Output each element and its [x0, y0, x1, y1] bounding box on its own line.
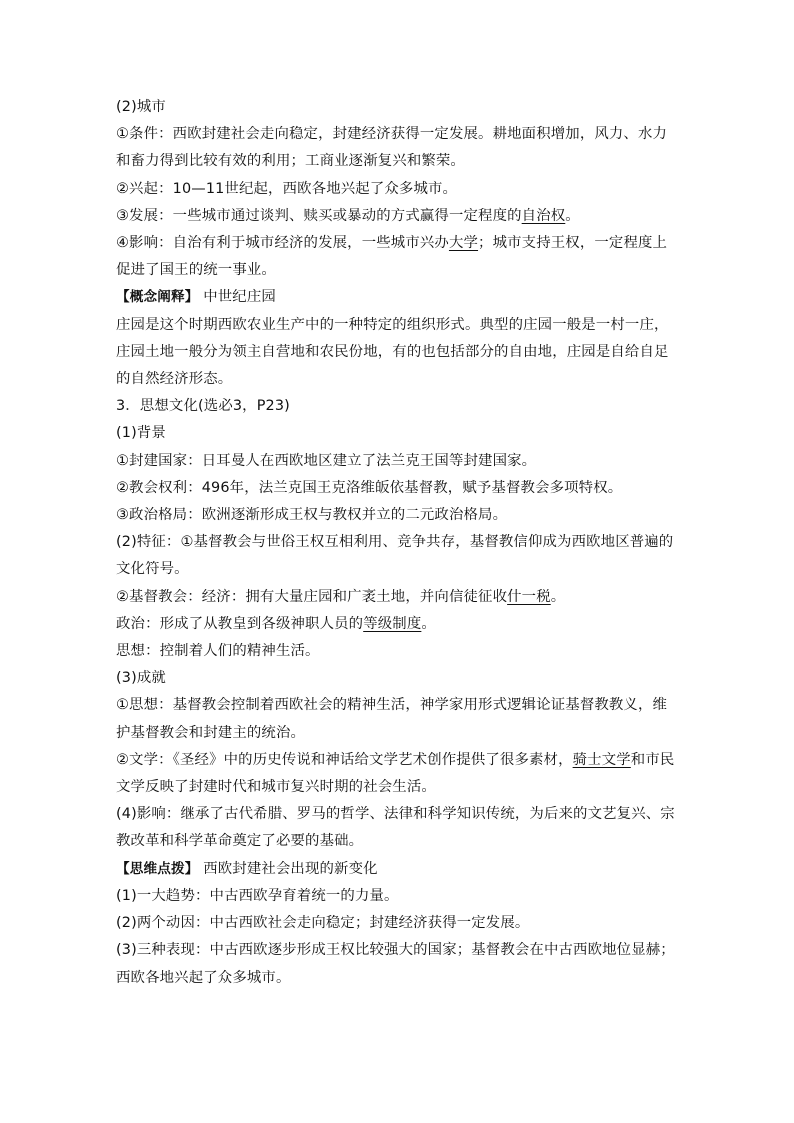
- heading-culture: [116, 393, 680, 420]
- text: ②基督教会：经济：拥有大量庄园和广袤土地，并向信徒征收: [116, 588, 508, 605]
- underlined-term: 骑士文学: [572, 751, 631, 768]
- text: 政治：形成了从教皇到各级神职人员的: [116, 615, 364, 632]
- text: 和市民文学反映了封建时代和城市复兴时期的社会生活。: [116, 751, 675, 796]
- manifestations: [116, 937, 680, 991]
- underlined-term: 自治权: [521, 207, 566, 224]
- document-body: [116, 94, 680, 992]
- influence: [116, 801, 680, 855]
- section-tag: 【思维点拨】: [116, 860, 199, 877]
- text: (3)成就: [116, 670, 166, 687]
- heading-achievements: [116, 665, 680, 692]
- background-politics: [116, 502, 680, 529]
- trend: [116, 883, 680, 910]
- text: ②教会权利：496年，法兰克国王克洛维皈依基督教，赋予基督教会多项特权。: [116, 479, 623, 496]
- features: [116, 529, 680, 583]
- city-development: [116, 203, 680, 230]
- church-politics: [116, 611, 680, 638]
- text: (3)三种表现：中古西欧逐步形成王权比较强大的国家；基督教会在中古西欧地位显赫；西欧各地兴起了众多城市。: [116, 942, 675, 986]
- text: 中世纪庄园: [198, 289, 276, 306]
- text: ③政治格局：欧洲逐渐形成王权与教权并立的二元政治格局。: [116, 507, 508, 524]
- achievement-thought: [116, 692, 680, 746]
- text: (1)背景: [116, 425, 166, 442]
- section-tag: 【概念阐释】: [116, 289, 199, 306]
- text: ②文学：《圣经》中的历史传说和神话给文学艺术创作提供了很多素材，: [116, 751, 573, 768]
- heading-city: [116, 94, 680, 121]
- underlined-term: 等级制度: [363, 615, 422, 632]
- text: 。: [550, 588, 566, 605]
- text: (4)影响：继承了古代希腊、罗马的哲学、法律和科学知识传统，为后来的文艺复兴、宗教改革和科学革命奠定了必要的基础。: [116, 806, 675, 850]
- heading-background: [116, 420, 680, 447]
- city-rise: [116, 176, 680, 203]
- thinking-heading: [116, 856, 680, 883]
- text: 思想：控制着人们的精神生活。: [116, 643, 320, 660]
- text: ④影响：自治有利于城市经济的发展，一些城市兴办: [116, 235, 449, 252]
- underlined-term: 大学: [448, 235, 479, 252]
- text: (2)特征：①基督教会与世俗王权互相利用、竞争共存，基督教信仰成为西欧地区普遍的文化符号。: [116, 534, 674, 578]
- church-economy: [116, 584, 680, 611]
- background-states: [116, 448, 680, 475]
- text: (2)两个动因：中古西欧社会走向稳定；封建经济获得一定发展。: [116, 915, 530, 932]
- causes: [116, 910, 680, 937]
- underlined-term: 什一税: [507, 588, 551, 605]
- text: (1)一大趋势：中古西欧孕育着统一的力量。: [116, 887, 399, 904]
- city-conditions: [116, 121, 680, 175]
- church-thought: [116, 638, 680, 665]
- text: ①思想：基督教会控制着西欧社会的精神生活，神学家用形式逻辑论证基督教教义，维护基督教会和封建主的统治。: [116, 697, 668, 741]
- text: 3．思想文化(选必3，P23): [116, 398, 290, 415]
- text: (2)城市: [116, 99, 166, 115]
- text: 庄园是这个时期西欧农业生产中的一种特定的组织形式。典型的庄园一般是一村一庄，庄园土地一般分为领主自营地和农民份地，有的也包括部分的自由地，庄园是自给自足的自然经济形态。: [116, 316, 669, 388]
- achievement-literature: [116, 747, 680, 801]
- concept-heading: [116, 284, 680, 311]
- city-impact: [116, 230, 680, 284]
- text: ②兴起：10—11世纪起，西欧各地兴起了众多城市。: [116, 180, 458, 197]
- text: ；城市支持王权，一定程度上促进了国王的统一事业。: [116, 235, 668, 279]
- text: 。: [421, 615, 436, 632]
- text: ①封建国家：日耳曼人在西欧地区建立了法兰克王国等封建国家。: [116, 452, 537, 469]
- text: ③发展：一些城市通过谈判、赎买或暴动的方式赢得一定程度的: [116, 207, 522, 224]
- text: 西欧封建社会出现的新变化: [198, 860, 378, 877]
- text: 。: [565, 207, 580, 224]
- background-church: [116, 475, 680, 502]
- text: ①条件：西欧封建社会走向稳定，封建经济获得一定发展。耕地面积增加，风力、水力和畜力得到比较有效的利用；工商业逐渐复兴和繁荣。: [116, 126, 668, 170]
- concept-body: [116, 312, 680, 394]
